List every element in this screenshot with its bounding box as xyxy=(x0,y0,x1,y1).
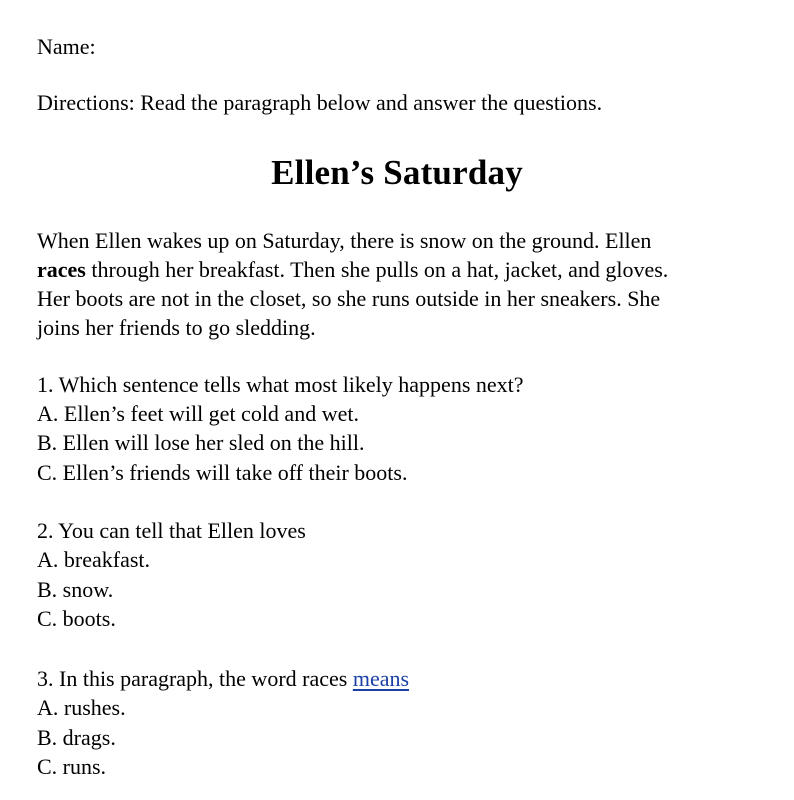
story-line-rest: through her breakfast. Then she pulls on a hat, jacket, and gloves. xyxy=(85,257,669,282)
answer-option: A. Ellen’s feet will get cold and wet. xyxy=(37,401,359,426)
answer-option: B. drags. xyxy=(37,725,116,750)
means-link[interactable]: means xyxy=(352,666,410,691)
answer-option: C. runs. xyxy=(37,754,107,779)
story-line: Her boots are not in the closet, so she runs outside in her sneakers. She xyxy=(37,286,661,311)
name-label: Name: xyxy=(37,34,96,59)
question-prompt: 2. You can tell that Ellen loves xyxy=(37,518,306,543)
question-prompt-text: 3. In this paragraph, the word races xyxy=(37,666,353,691)
question-prompt: 1. Which sentence tells what most likely happens next? xyxy=(37,372,524,397)
answer-option: A. breakfast. xyxy=(37,547,151,572)
story-line xyxy=(37,255,668,284)
answer-option: A. rushes. xyxy=(37,695,126,720)
question-prompt xyxy=(37,664,409,693)
answer-option: C. Ellen’s friends will take off their boots. xyxy=(37,460,408,485)
story-title: Ellen’s Saturday xyxy=(271,153,523,192)
vocab-word-races: races xyxy=(37,257,86,282)
answer-option: B. snow. xyxy=(37,577,114,602)
directions-text: Directions: Read the paragraph below and answer the questions. xyxy=(37,90,603,115)
story-line: When Ellen wakes up on Saturday, there is snow on the ground. Ellen xyxy=(37,228,652,253)
answer-option: B. Ellen will lose her sled on the hill. xyxy=(37,430,365,455)
answer-option: C. boots. xyxy=(37,606,116,631)
story-line: joins her friends to go sledding. xyxy=(37,315,316,340)
